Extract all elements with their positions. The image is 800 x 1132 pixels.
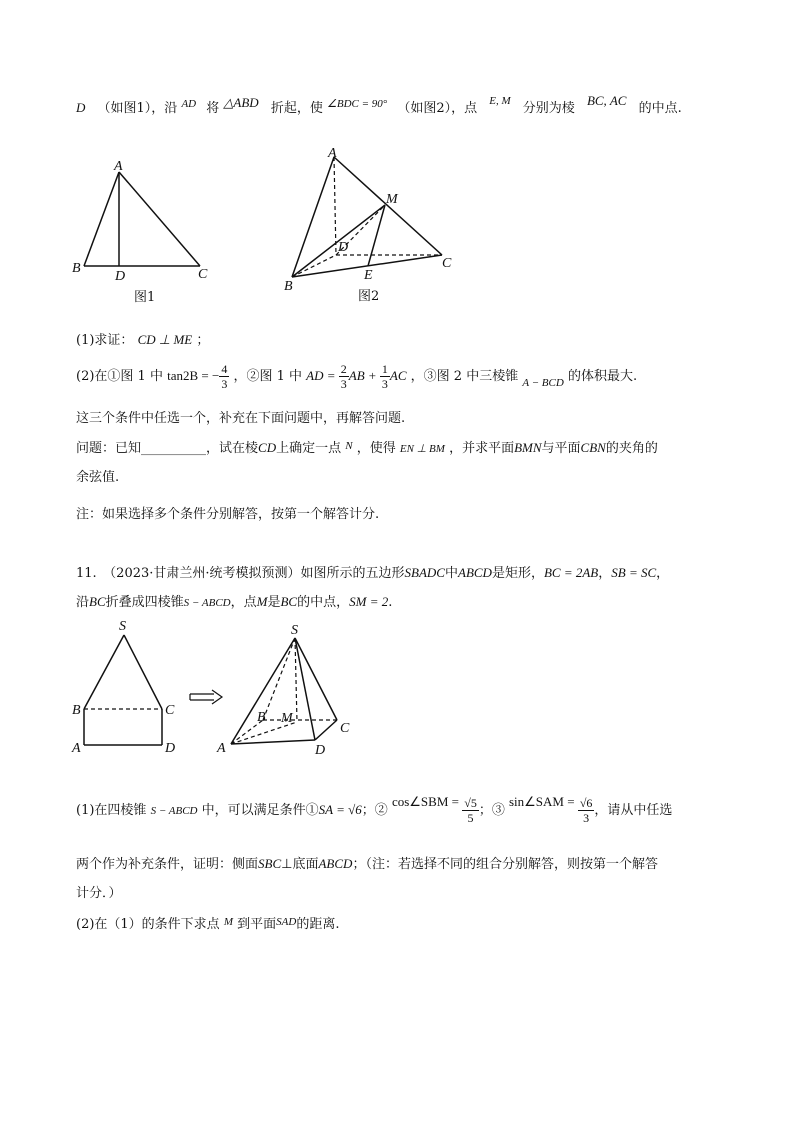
problem-11-q1 [76,792,672,829]
problem-11-q1-line-3: 计分．） [76,886,122,901]
text: 沿 [76,595,90,610]
choose-text: 这三个条件中任选一个，补充在下面问题中，再解答问题. [76,411,406,426]
text: ，试在棱 [206,441,259,456]
math-SM-2: SM = 2 [349,594,389,609]
label-C: C [198,267,208,282]
text: 底面 [292,857,319,872]
problem-11-q2 [76,917,339,933]
text: . [388,595,393,610]
numerator: 4 [221,362,228,376]
denominator: 3 [221,377,228,391]
label-M: M [281,711,293,726]
label-A: A [328,146,337,161]
numerator: √5 [464,796,477,810]
question-1 [76,332,209,349]
fraction [380,363,390,390]
text: (2)在①图 1 中 [76,369,163,384]
label-C: C [165,703,175,718]
math-vector-AB: AB + [348,368,380,383]
text: 是矩形， [491,566,544,581]
math-EN-perp-BM: EN ⊥ BM [399,443,445,455]
fraction [339,363,349,390]
text: （如图1），沿 [97,101,178,116]
text: 两个作为补充条件，证明：侧面 [76,857,259,872]
fraction [578,797,595,824]
text: 上确定一点 [276,441,342,456]
math-ABCD: ABCD [318,856,353,871]
label-A: A [72,741,81,756]
text: ，③图 2 中三棱锥 [410,369,519,384]
text: ；② [361,803,388,818]
label-D: D [165,741,176,756]
text: 的中点. [638,101,682,116]
label-C: C [442,256,452,271]
math-N: N [345,440,353,452]
figure-1 [70,158,230,308]
text: 的体积最大. [567,369,638,384]
text: ，并求平面 [449,441,515,456]
text: 到平面 [237,917,277,932]
math-tan: tan2B = − [167,368,220,383]
label-B: B [72,703,81,718]
label-B: B [284,279,293,294]
text: 中 [444,566,458,581]
label-D: D [315,743,326,758]
question-2 [76,358,637,395]
text: ， [598,566,612,581]
math-EM: E, M [489,95,511,107]
text: ，请从中任选 [594,803,673,818]
label-C: C [340,721,350,736]
math-BC-2AB: BC = 2AB [543,565,599,580]
fraction [462,797,479,824]
text: 11. （2023·甘肃兰州·统考模拟预测）如图所示的五边形 [76,566,405,581]
figure-pentagon [70,615,190,755]
math-AD: AD [181,98,197,110]
text: ；③ [478,803,505,818]
math-SBADC: SBADC [404,565,445,580]
math-M: M [256,594,268,609]
problem-11-line-2 [76,594,392,611]
math-CD: CD [258,440,277,455]
math-angle-BDC: ∠BDC = 90° [327,98,388,110]
denominator: 5 [467,811,474,825]
label-E: E [364,268,373,283]
text: 中，可以满足条件① [201,803,319,818]
text: ；（注：若选择不同的组合分别解答，则按第一个解答 [352,857,658,872]
intro-line [76,93,682,117]
math-pyramid: A − BCD [522,377,564,389]
denominator: 3 [583,811,590,825]
text: 与平面 [541,441,581,456]
math-CBN: CBN [580,440,606,455]
math-CD-perp-ME: CD ⊥ ME [137,332,193,347]
text: 的中点， [297,595,350,610]
math-ABCD: ABCD [458,565,492,580]
label-S: S [119,619,126,634]
figure-1-caption: 图1 [134,290,156,305]
text: ，点 [230,595,257,610]
label-M: M [386,192,398,207]
text: (1)在四棱锥 [76,803,147,818]
label-B: B [257,710,266,725]
math-SA: SA = √6 [318,802,362,817]
math-vector-AD: AD = [306,368,339,383]
problem-11-q1-line-2 [76,856,658,873]
problem-line [76,440,658,457]
text: 的距离. [296,917,340,932]
label-B: B [72,261,81,276]
numerator: 1 [381,362,388,376]
math-S-ABCD: S − ABCD [150,805,198,817]
text: 折起，使 [270,101,323,116]
text: 的夹角的 [605,441,658,456]
text: 折叠成四棱锥 [105,595,184,610]
text: 是 [267,595,281,610]
text: ， [656,566,670,581]
math-vector-AC: AC [389,368,407,383]
math-S-ABCD: S − ABCD [183,597,231,609]
math-BMN: BMN [514,440,542,455]
problem-11-line-1 [76,565,669,582]
math-SB-SC: SB = SC [611,565,657,580]
math-SBC: SBC [258,856,282,871]
text: ，②图 1 中 [233,369,302,384]
math-triangle-ABD: △ABD [223,95,259,110]
text: 问题：已知 [76,441,142,456]
math-SAD: SAD [276,916,297,928]
text: （如图2），点 [397,101,478,116]
text: (2)在（1）的条件下求点 [76,917,220,932]
denominator: 3 [340,377,347,391]
label-D: D [338,240,349,255]
figure-pyramid [215,618,365,758]
math-sin-SAM: sin∠SAM = [508,794,578,809]
math-BC-AC: BC, AC [586,93,627,108]
text: (1)求证： [76,333,134,348]
math-BC: BC [280,594,298,609]
text: 将 [206,101,220,116]
numerator: 2 [340,362,347,376]
math-BC: BC [89,594,106,609]
blank-field: __________ [141,441,207,456]
math-cos-SBM: cos∠SBM = [391,794,463,809]
note-1: 注：如果选择多个条件分别解答，按第一个解答计分. [76,507,380,522]
math-perp: ⊥ [281,856,293,871]
denominator: 3 [381,377,388,391]
figure-2-caption: 图2 [358,289,380,304]
fraction [219,363,229,390]
label-A: A [114,159,123,174]
text: ； [196,333,210,348]
math-D: D [76,100,86,115]
figure-2 [280,145,460,305]
label-S: S [291,623,298,638]
text: 分别为棱 [522,101,575,116]
math-M: M [223,916,233,928]
label-A: A [217,741,226,756]
numerator: √6 [579,796,593,810]
label-D: D [115,269,126,284]
text: ，使得 [356,441,396,456]
problem-line-2: 余弦值. [76,470,120,485]
